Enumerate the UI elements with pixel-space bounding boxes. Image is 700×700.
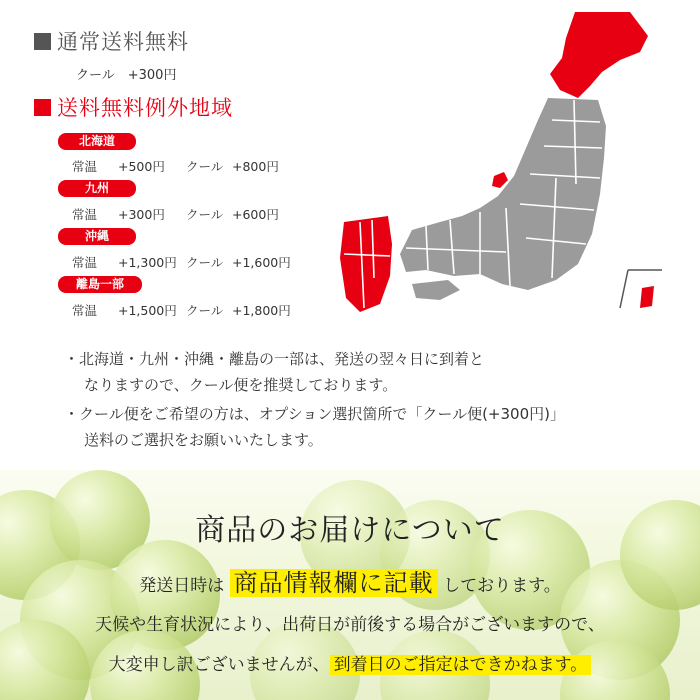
- region-row-okinawa: [72, 253, 291, 271]
- normal-price: +1,500円: [118, 303, 177, 318]
- normal-shipping-title: [34, 26, 189, 56]
- delivery-line3-highlight: 到着日のご指定はできかねます。: [330, 655, 592, 675]
- region-badge-remote-islands: 離島一部: [58, 276, 142, 293]
- island-icon: [492, 172, 508, 188]
- delivery-line1-highlight: 商品情報欄に記載: [230, 569, 438, 597]
- exception-title-text: 送料無料例外地域: [57, 96, 233, 120]
- cool-label: クール: [186, 303, 224, 318]
- normal-price: +500円: [118, 159, 165, 174]
- cool-price: +600円: [232, 207, 279, 222]
- bullet-icon: ・: [64, 405, 80, 423]
- normal-price: +300円: [118, 207, 165, 222]
- region-row-remote-islands: [72, 301, 291, 319]
- region-row-kyushu: [72, 205, 279, 223]
- cool-label: クール: [186, 159, 224, 174]
- delivery-line2: 天候や生育状況により、出荷日が前後する場合がございますので、: [95, 615, 605, 635]
- note-1-line1: 北海道・九州・沖縄・離島の一部は、発送の翌々日に到着と: [79, 350, 485, 368]
- bullet-icon: ・: [64, 350, 80, 368]
- hokkaido-region: [550, 12, 648, 98]
- delivery-line3: [0, 650, 700, 675]
- region-badge-okinawa: 沖縄: [58, 228, 136, 245]
- square-bullet-icon: [34, 33, 51, 50]
- region-badge-hokkaido: 北海道: [58, 133, 136, 150]
- japan-map: [330, 8, 670, 318]
- normal-label: 常温: [72, 255, 98, 270]
- delivery-line3-pre: 大変申し訳ございませんが、: [108, 655, 330, 675]
- normal-label: 常温: [72, 303, 98, 318]
- okinawa-region: [640, 286, 654, 308]
- shikoku-region: [412, 280, 460, 300]
- cool-price: +1,800円: [232, 303, 291, 318]
- delivery-title: 商品のお届けについて: [195, 513, 505, 548]
- note-1: [64, 346, 484, 398]
- kyushu-region: [340, 216, 392, 312]
- normal-cool-line: クール +300円: [76, 68, 177, 83]
- square-bullet-icon: [34, 99, 51, 116]
- region-badge-kyushu: 九州: [58, 180, 136, 197]
- cool-price: +1,600円: [232, 255, 291, 270]
- delivery-line1-pre: 発送日時は: [139, 576, 225, 596]
- normal-label: 常温: [72, 159, 98, 174]
- delivery-line1: [0, 563, 700, 598]
- normal-shipping-title-text: 通常送料無料: [57, 30, 189, 54]
- delivery-line1-post: しております。: [443, 576, 561, 596]
- note-1-line2: なりますので、クール便を推奨しております。: [84, 376, 398, 394]
- exception-title: [34, 92, 233, 122]
- region-row-hokkaido: [72, 157, 279, 175]
- cool-label: クール: [186, 255, 224, 270]
- normal-label: 常温: [72, 207, 98, 222]
- note-2-line2: 送料のご選択をお願いいたします。: [84, 431, 323, 449]
- normal-price: +1,300円: [118, 255, 177, 270]
- note-2-line1: クール便をご希望の方は、オプション選択箇所で「クール便(+300円)」: [79, 405, 565, 423]
- cool-price: +800円: [232, 159, 279, 174]
- cool-label: クール: [186, 207, 224, 222]
- note-2: [64, 401, 565, 453]
